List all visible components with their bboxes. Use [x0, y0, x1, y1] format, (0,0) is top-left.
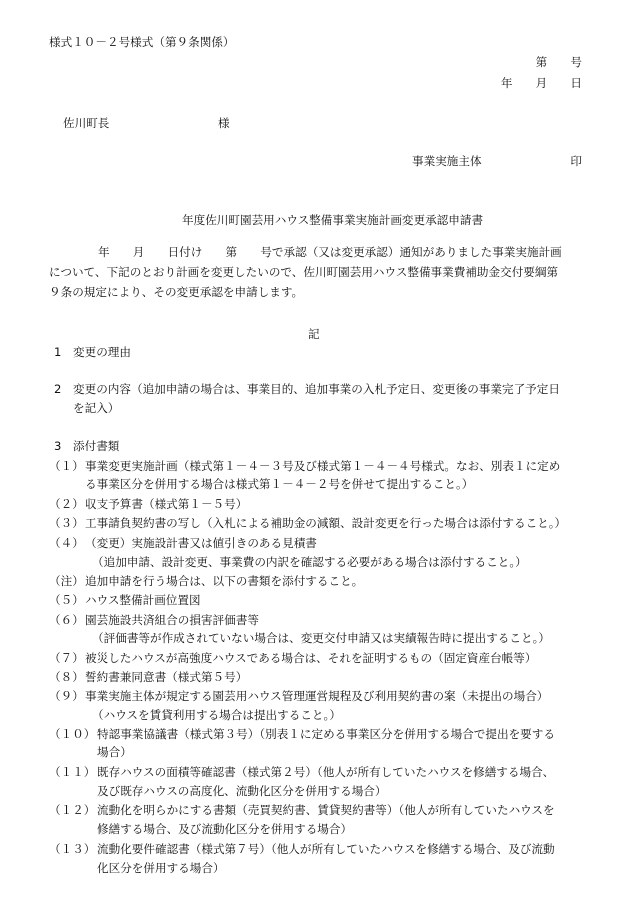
attachment-text: （変更）実施設計書又は値引きのある見積書	[85, 536, 317, 550]
recipient-honorific: 様	[218, 116, 230, 130]
attachment-text: 流動化を明らかにする書類（売買契約書、賃貸契約書等）（他人が所有していたハウスを	[97, 803, 555, 817]
body-line: ９条の規定により、その変更承認を申請します。	[49, 285, 304, 299]
section-text: 変更の内容（追加申請の場合は、事業目的、追加事業の入札予定日、変更後の事業完了予定日	[73, 382, 560, 396]
attachment-label: （９）	[49, 689, 84, 703]
attachment-label: （５）	[49, 593, 84, 607]
attachment-text: 事業実施主体が規定する園芸用ハウス管理運営規程及び利用契約書の案（未提出の場合）	[85, 689, 549, 703]
attachment-text: 既存ハウスの面積等確認書（様式第２号）（他人が所有していたハウスを修繕する場合、	[97, 765, 555, 779]
seal-mark: 印	[570, 154, 582, 168]
attachment-text: 追加申請を行う場合は、以下の書類を添付すること。	[85, 574, 364, 588]
attachment-text: 被災したハウスが高強度ハウスである場合は、それを証明するもの（固定資産台帳等）	[85, 651, 537, 665]
attachment-text: 化区分を併用する場合）	[97, 861, 225, 875]
document-title: 年度佐川町園芸用ハウス整備事業実施計画変更承認申請書	[182, 213, 484, 227]
attachment-label: （１０）	[49, 727, 96, 741]
attachment-label: （注）	[49, 574, 84, 588]
attachment-label: （３）	[49, 516, 84, 530]
section-number: 2	[54, 382, 62, 396]
section-text: 変更の理由	[73, 345, 131, 359]
attachment-text: ハウス整備計画位置図	[85, 593, 201, 607]
attachment-text: る事業区分を併用する場合は様式第１－４－２号を併せて提出すること。）	[85, 477, 474, 491]
document-number: 第 号	[535, 55, 582, 69]
ki-heading: 記	[308, 327, 320, 341]
attachment-label: （１１）	[49, 765, 96, 779]
section-number: 3	[54, 439, 62, 453]
attachment-text: （追加申請、設計変更、事業費の内訳を確認する必要がある場合は添付すること。）	[92, 555, 527, 569]
attachment-text: 特認事業協議書（様式第３号）（別表１に定める事業区分を併用する場合で提出を要する	[97, 727, 555, 741]
attachment-label: （４）	[49, 536, 84, 550]
attachment-text: 修繕する場合、及び流動化区分を併用する場合）	[97, 822, 353, 836]
attachment-label: （２）	[49, 497, 84, 511]
attachment-text: 工事請負契約書の写し（入札による補助金の減額、設計変更を行った場合は添付すること。）	[85, 516, 567, 530]
attachment-label: （１２）	[49, 803, 96, 817]
attachment-text: 収支予算書（様式第１－５号）	[85, 497, 248, 511]
attachment-label: （１３）	[49, 842, 96, 856]
body-line: 年 月 日付け 第 号で承認（又は変更承認）通知がありました事業実施計画	[98, 245, 562, 259]
section-text: を記入）	[73, 401, 120, 415]
body-line: について、下記のとおり計画を変更したいので、佐川町園芸用ハウス整備事業費補助金交付要綱第	[49, 265, 559, 279]
section-number: 1	[54, 345, 62, 359]
attachment-text: 及び既存ハウスの高度化、流動化区分を併用する場合）	[97, 784, 387, 798]
attachment-label: （７）	[49, 651, 84, 665]
applicant-label: 事業実施主体	[412, 154, 482, 168]
attachment-label: （１）	[49, 459, 84, 473]
attachment-text: 事業変更実施計画（様式第１－４－３号及び様式第１－４－４号様式。なお、別表１に定め	[85, 459, 561, 473]
document-date: 年 月 日	[500, 76, 582, 90]
attachment-text: 場合）	[97, 745, 132, 759]
attachment-text: 誓約書兼同意書（様式第５号）	[85, 670, 248, 684]
recipient-name: 佐川町長	[63, 116, 110, 130]
attachment-text: （評価書等が作成されていない場合は、変更交付申請又は実績報告時に提出すること。）	[92, 631, 550, 645]
attachment-text: 流動化要件確認書（様式第７号）（他人が所有していたハウスを修繕する場合、及び流動	[97, 842, 555, 856]
attachment-text: （ハウスを賃貸利用する場合は提出すること。）	[92, 708, 341, 722]
form-label: 様式１０－２号様式（第９条関係）	[49, 35, 235, 49]
attachment-text: 園芸施設共済組合の損害評価書等	[85, 613, 259, 627]
attachment-label: （６）	[49, 613, 84, 627]
attachment-label: （８）	[49, 670, 84, 684]
section-text: 添付書類	[73, 439, 120, 453]
